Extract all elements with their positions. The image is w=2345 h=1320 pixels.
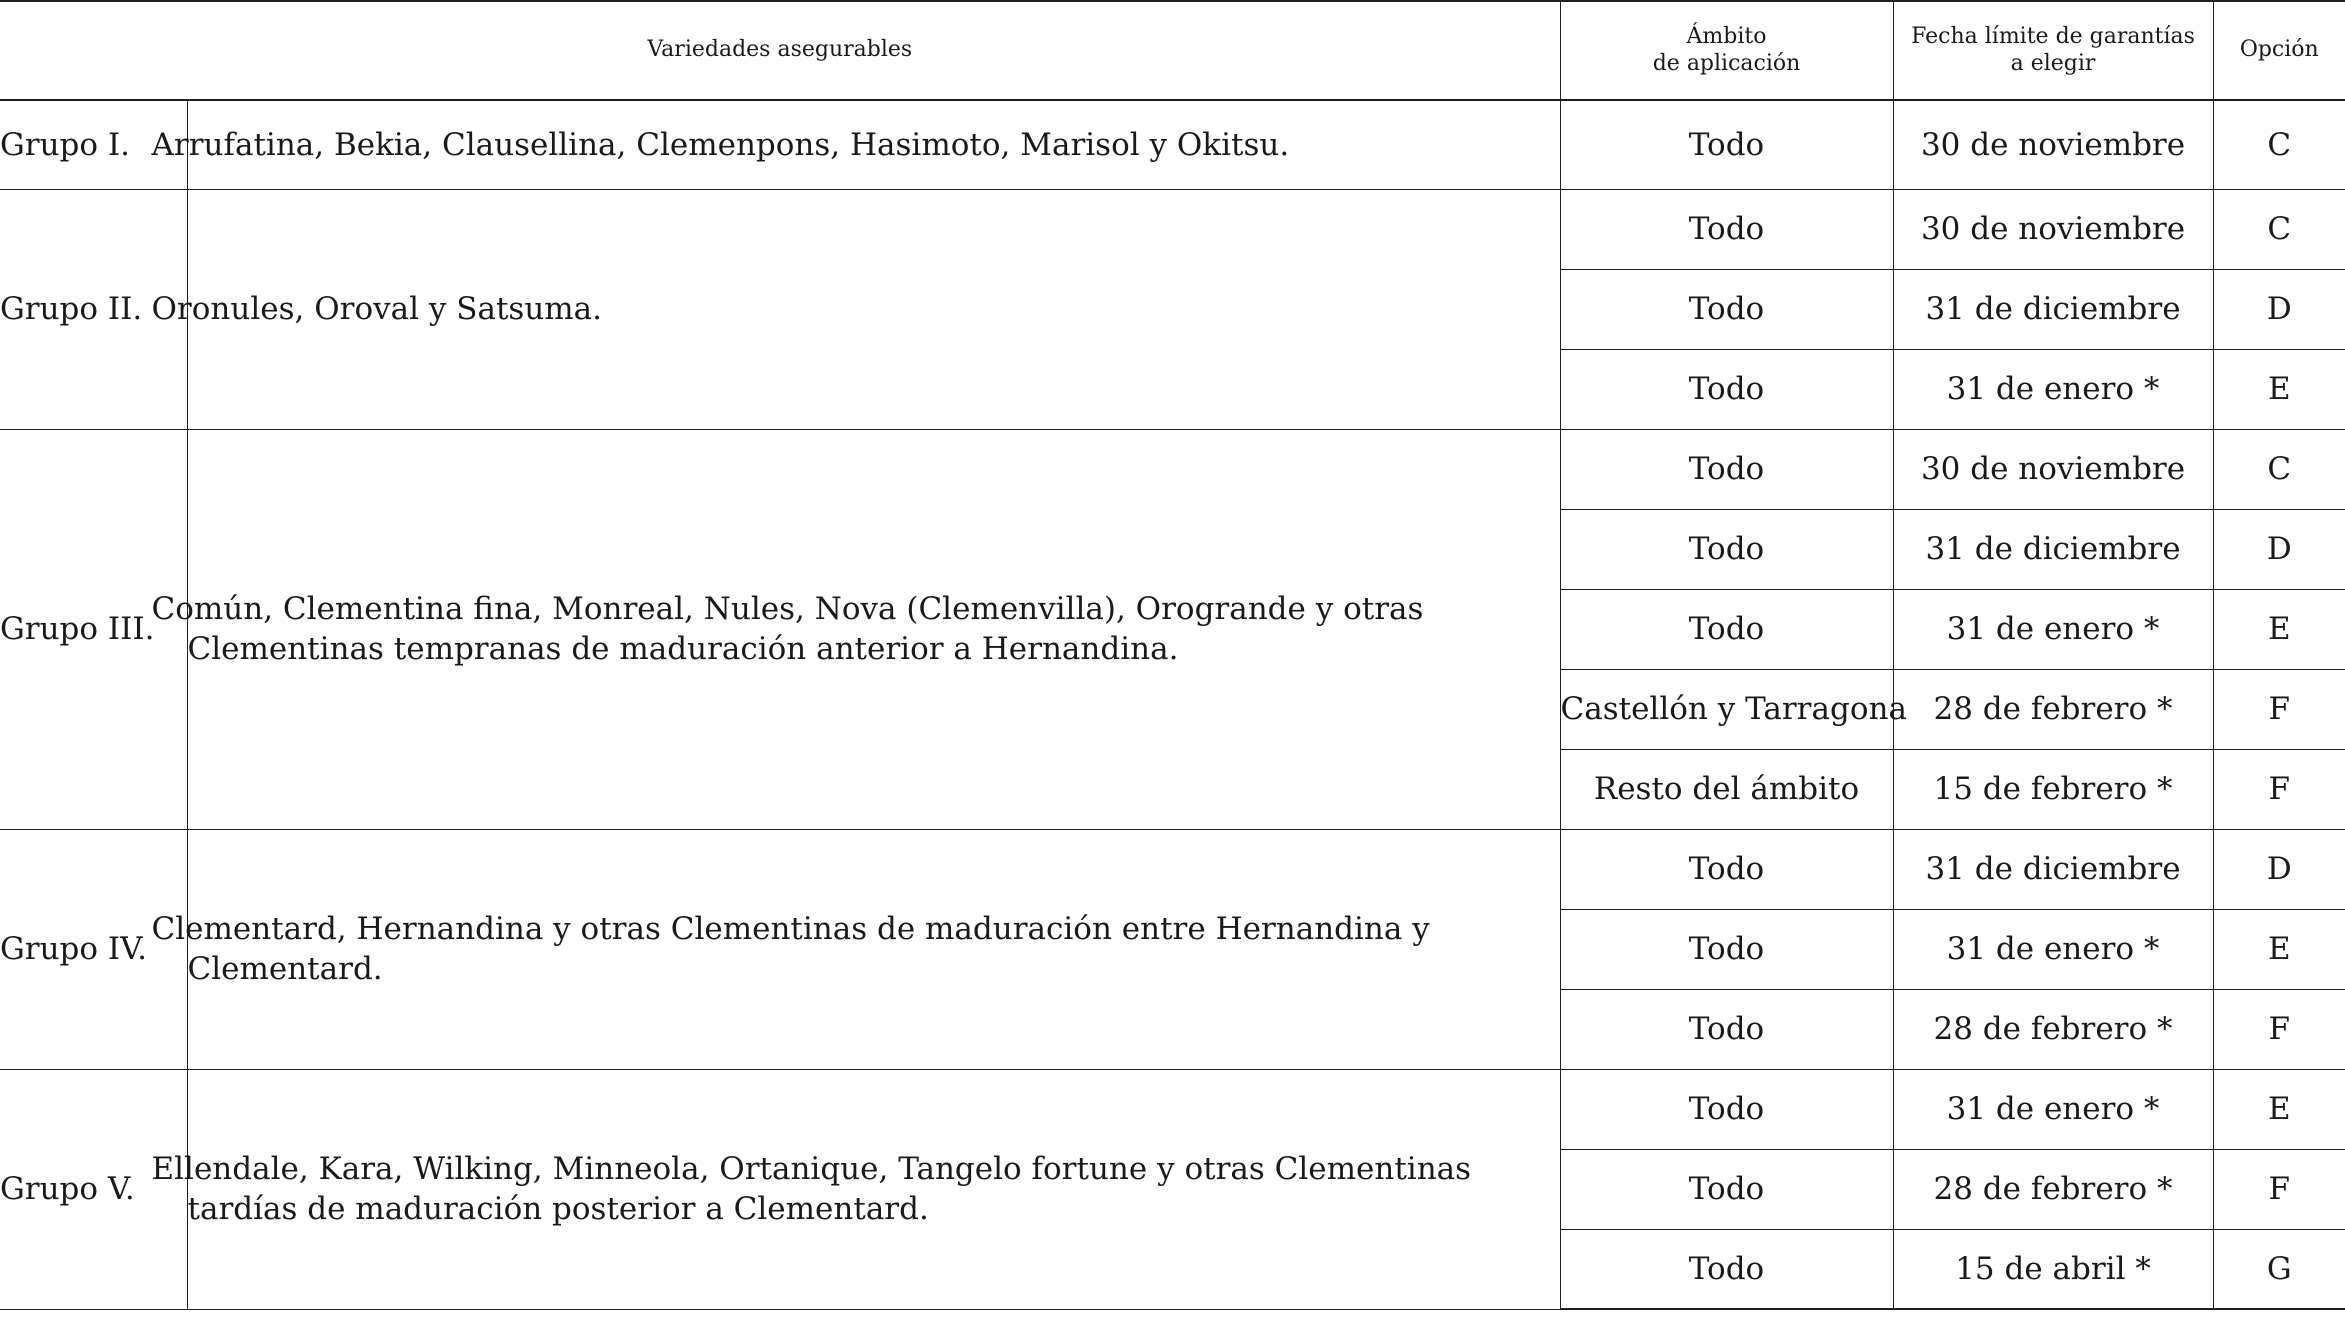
opcion-cell: F	[2213, 669, 2345, 749]
opcion-cell: C	[2213, 429, 2345, 509]
group-name: Grupo II.	[0, 189, 187, 429]
fecha-cell: 31 de diciembre	[1893, 269, 2213, 349]
ambito-cell: Todo	[1560, 100, 1893, 189]
opcion-cell: D	[2213, 509, 2345, 589]
fecha-cell: 28 de febrero *	[1893, 1149, 2213, 1229]
ambito-cell: Todo	[1560, 909, 1893, 989]
opcion-cell: G	[2213, 1229, 2345, 1309]
header-fecha-line1: Fecha límite de garantías	[1911, 24, 2195, 50]
header-ambito	[1560, 1, 1893, 100]
opcion-cell: C	[2213, 189, 2345, 269]
opcion-cell: F	[2213, 989, 2345, 1069]
opcion-cell: E	[2213, 909, 2345, 989]
header-ambito-line1: Ámbito	[1686, 24, 1767, 50]
ambito-cell: Todo	[1560, 509, 1893, 589]
fecha-cell: 28 de febrero *	[1893, 669, 2213, 749]
fecha-cell: 15 de febrero *	[1893, 749, 2213, 829]
opcion-cell: F	[2213, 1149, 2345, 1229]
group-varieties: Oronules, Oroval y Satsuma.	[187, 189, 1560, 429]
table-row	[0, 1069, 2345, 1149]
fecha-cell: 31 de enero *	[1893, 589, 2213, 669]
opcion-cell: D	[2213, 269, 2345, 349]
table-row	[0, 189, 2345, 269]
group-name: Grupo I.	[0, 100, 187, 189]
ambito-cell: Todo	[1560, 269, 1893, 349]
opcion-cell: C	[2213, 100, 2345, 189]
fecha-cell: 31 de enero *	[1893, 909, 2213, 989]
table-row	[0, 100, 2345, 189]
ambito-cell: Todo	[1560, 429, 1893, 509]
fecha-cell: 28 de febrero *	[1893, 989, 2213, 1069]
ambito-cell: Todo	[1560, 1069, 1893, 1149]
header-opcion: Opción	[2213, 1, 2345, 100]
ambito-cell: Resto del ámbito	[1560, 749, 1893, 829]
group-varieties: Común, Clementina fina, Monreal, Nules, Nova (Clemenvilla), Orogrande y otras Clementinas tempranas de maduración anterior a Hernandina.	[187, 429, 1560, 829]
header-variedades: Variedades asegurables	[0, 1, 1560, 100]
fecha-cell: 30 de noviembre	[1893, 100, 2213, 189]
group-varieties: Clementard, Hernandina y otras Clementinas de maduración entre Hernandina y Clementard.	[187, 829, 1560, 1069]
ambito-cell: Todo	[1560, 1229, 1893, 1309]
header-ambito-line2: de aplicación	[1652, 50, 1801, 76]
opcion-cell: E	[2213, 1069, 2345, 1149]
fecha-cell: 30 de noviembre	[1893, 429, 2213, 509]
header-fecha	[1893, 1, 2213, 100]
group-name: Grupo IV.	[0, 829, 187, 1069]
header-fecha-line2: a elegir	[2010, 50, 2096, 76]
fecha-cell: 31 de diciembre	[1893, 509, 2213, 589]
ambito-cell: Todo	[1560, 189, 1893, 269]
opcion-cell: E	[2213, 349, 2345, 429]
group-name: Grupo V.	[0, 1069, 187, 1309]
table-header-row	[0, 1, 2345, 100]
opcion-cell: D	[2213, 829, 2345, 909]
ambito-cell: Todo	[1560, 589, 1893, 669]
fecha-cell: 30 de noviembre	[1893, 189, 2213, 269]
opcion-cell: F	[2213, 749, 2345, 829]
group-varieties: Ellendale, Kara, Wilking, Minneola, Ortanique, Tangelo fortune y otras Clementinas tardías de maduración posterior a Clementard.	[187, 1069, 1560, 1309]
opcion-cell: E	[2213, 589, 2345, 669]
ambito-cell: Todo	[1560, 829, 1893, 909]
fecha-cell: 31 de enero *	[1893, 1069, 2213, 1149]
fecha-cell: 31 de diciembre	[1893, 829, 2213, 909]
ambito-cell: Todo	[1560, 349, 1893, 429]
fecha-cell: 31 de enero *	[1893, 349, 2213, 429]
group-varieties: Arrufatina, Bekia, Clausellina, Clemenpons, Hasimoto, Marisol y Okitsu.	[187, 100, 1560, 189]
fecha-cell: 15 de abril *	[1893, 1229, 2213, 1309]
group-name: Grupo III.	[0, 429, 187, 829]
ambito-cell: Todo	[1560, 989, 1893, 1069]
table-row	[0, 429, 2345, 509]
ambito-cell: Castellón y Tarragona	[1560, 669, 1893, 749]
table-row	[0, 829, 2345, 909]
ambito-cell: Todo	[1560, 1149, 1893, 1229]
